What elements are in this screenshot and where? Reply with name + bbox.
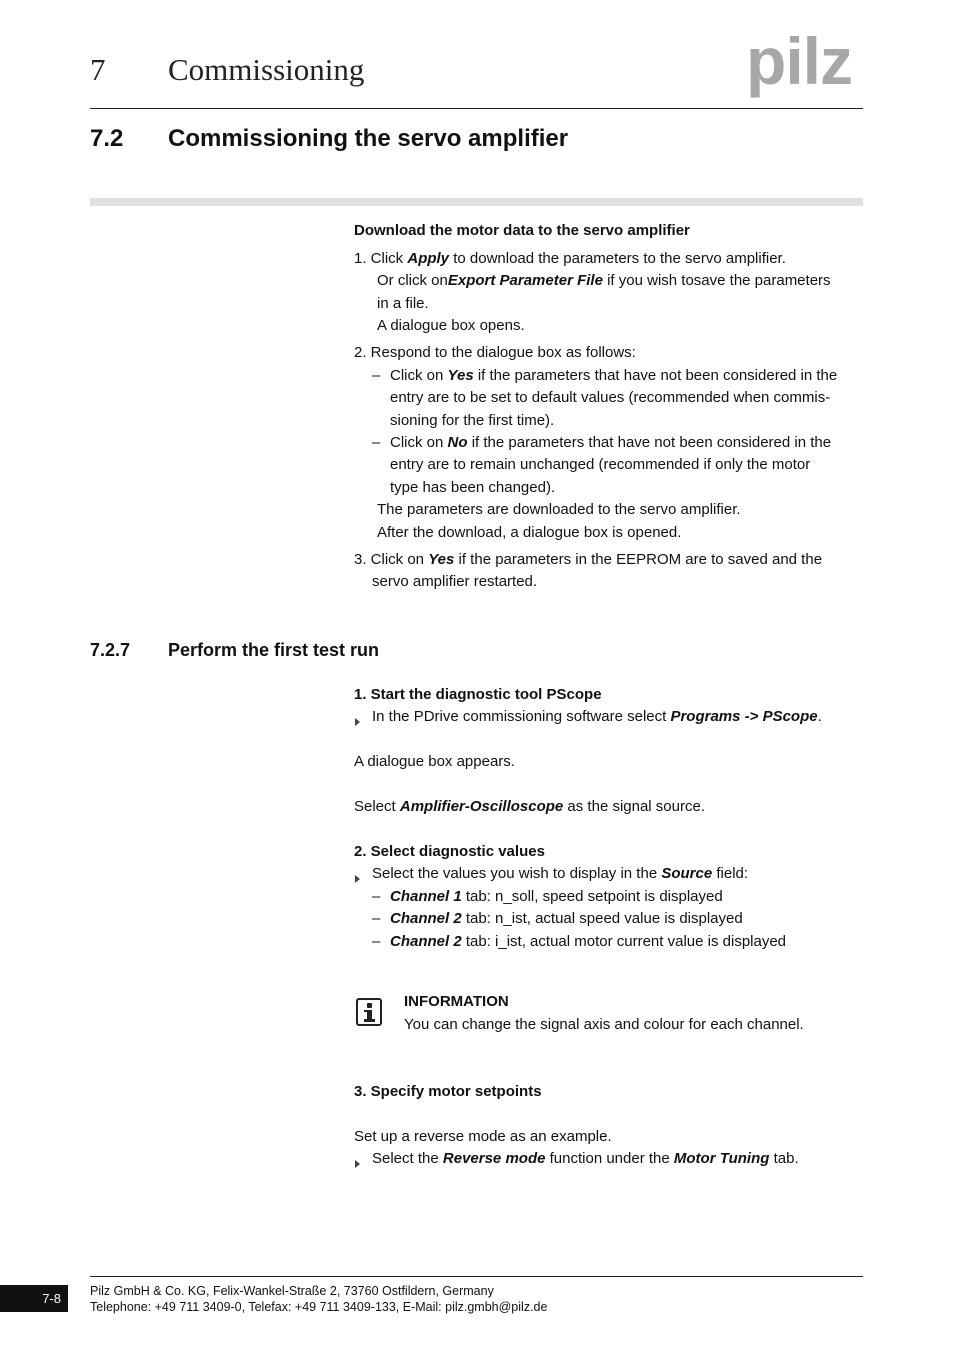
bullet-arrow-icon bbox=[355, 1155, 360, 1173]
oscilloscope-label: Amplifier-Oscilloscope bbox=[399, 798, 564, 815]
after-line2: After the download, a dialogue box is opened. bbox=[377, 524, 682, 541]
channel-text: tab: n_soll, speed setpoint is displayed bbox=[465, 888, 723, 905]
after-line1: The parameters are downloaded to the servo amplifier. bbox=[377, 501, 741, 518]
footer-contact: Telephone: +49 711 3409-0, Telefax: +49 711 3409-133, E-Mail: pilz.gmbh@pilz.de bbox=[90, 1300, 548, 1314]
information-icon bbox=[356, 998, 382, 1026]
footer-address: Pilz GmbH & Co. KG, Felix-Wankel-Straße 2, 73760 Ostfildern, Germany bbox=[90, 1284, 494, 1298]
download-heading: Download the motor data to the servo amplifier bbox=[354, 222, 690, 239]
step3-line1 bbox=[354, 549, 822, 571]
reverse-mode-intro: Set up a reverse mode as an example. bbox=[354, 1128, 612, 1145]
motor-tuning-label: Motor Tuning bbox=[673, 1150, 770, 1167]
yes-line3: sioning for the first time). bbox=[390, 412, 555, 429]
page-number: 7-8 bbox=[0, 1285, 68, 1312]
yes-label: Yes bbox=[447, 367, 474, 384]
no-prefix: Click on bbox=[390, 434, 444, 451]
channel-name: Channel 1 bbox=[390, 888, 462, 905]
chapter-title: Commissioning bbox=[168, 52, 365, 87]
info-title: INFORMATION bbox=[404, 993, 509, 1010]
step3-line2: servo amplifier restarted. bbox=[372, 573, 538, 590]
channel-item bbox=[390, 931, 786, 953]
reverse-suffix: tab. bbox=[773, 1150, 799, 1167]
yes-prefix: Click on bbox=[390, 367, 444, 384]
channel-name: Channel 2 bbox=[390, 933, 462, 950]
channel-dash: – bbox=[372, 933, 381, 950]
step1-line3: in a file. bbox=[377, 295, 429, 312]
testrun-heading-1: 1. Start the diagnostic tool PScope bbox=[354, 686, 602, 703]
step3-rest: if the parameters in the EEPROM are to saved and the bbox=[458, 551, 823, 568]
section-number: 7.2 bbox=[90, 125, 124, 152]
chapter-number: 7 bbox=[90, 52, 106, 87]
step1-line4: A dialogue box opens. bbox=[377, 317, 525, 334]
select-prefix: Select bbox=[354, 798, 396, 815]
pilz-logo: pilz bbox=[746, 24, 852, 98]
channel-dash: – bbox=[372, 910, 381, 927]
channel-text: tab: n_ist, actual speed value is displayed bbox=[465, 910, 743, 927]
yes-line2: entry are to be set to default values (recommended when commis- bbox=[390, 389, 831, 406]
source-prefix: Select the values you wish to display in the bbox=[372, 865, 658, 882]
pscope-menu-path: Programs -> PScope bbox=[670, 708, 818, 725]
select-suffix: as the signal source. bbox=[567, 798, 705, 815]
channel-text: tab: i_ist, actual motor current value is displayed bbox=[465, 933, 787, 950]
step3-yes: Yes bbox=[428, 551, 455, 568]
step3-prefix: 3. Click on bbox=[354, 551, 425, 568]
step1-prefix: 1. Click bbox=[354, 250, 404, 267]
no-line2: entry are to remain unchanged (recommended if only the motor bbox=[390, 456, 811, 473]
apply-label: Apply bbox=[407, 250, 450, 267]
section-title: Commissioning the servo amplifier bbox=[168, 125, 569, 152]
no-label: No bbox=[447, 434, 468, 451]
pscope-suffix: . bbox=[817, 708, 822, 725]
footer-rule bbox=[90, 1276, 863, 1277]
pscope-prefix: In the PDrive commissioning software select bbox=[372, 708, 667, 725]
step1-or: Or click on bbox=[377, 272, 448, 289]
info-text: You can change the signal axis and colour for each channel. bbox=[404, 1016, 804, 1033]
testrun-heading-3: 3. Specify motor setpoints bbox=[354, 1083, 542, 1100]
no-line3: type has been changed). bbox=[390, 479, 556, 496]
yes-rest: if the parameters that have not been considered in the bbox=[477, 367, 838, 384]
no-rest: if the parameters that have not been considered in the bbox=[471, 434, 832, 451]
bullet-arrow-icon bbox=[355, 870, 360, 888]
channel-dash: – bbox=[372, 888, 381, 905]
subsection-title: Perform the first test run bbox=[168, 640, 380, 660]
no-dash: – bbox=[372, 434, 381, 451]
subsection-number: 7.2.7 bbox=[90, 640, 131, 660]
source-instruction bbox=[372, 863, 748, 885]
export-label: Export Parameter File bbox=[447, 272, 603, 289]
channel-item bbox=[390, 886, 723, 908]
testrun-heading-2: 2. Select diagnostic values bbox=[354, 843, 545, 860]
step2: 2. Respond to the dialogue box as follows: bbox=[354, 344, 636, 361]
dialogue-appears: A dialogue box appears. bbox=[354, 753, 515, 770]
bullet-arrow-icon bbox=[355, 713, 360, 731]
pscope-instruction bbox=[372, 706, 822, 728]
reverse-instruction bbox=[372, 1148, 799, 1170]
step1-line1 bbox=[354, 248, 786, 270]
step1-or-rest: if you wish tosave the parameters bbox=[607, 272, 831, 289]
channel-name: Channel 2 bbox=[390, 910, 462, 927]
channel-item bbox=[390, 908, 743, 930]
source-suffix: field: bbox=[716, 865, 749, 882]
yes-dash: – bbox=[372, 367, 381, 384]
select-source-line bbox=[354, 796, 705, 818]
step1-line2 bbox=[377, 270, 831, 292]
reverse-mid: function under the bbox=[549, 1150, 670, 1167]
no-line1 bbox=[390, 432, 831, 454]
reverse-mode-label: Reverse mode bbox=[442, 1150, 546, 1167]
section-divider bbox=[90, 198, 863, 206]
source-label: Source bbox=[661, 865, 713, 882]
yes-line1 bbox=[390, 365, 837, 387]
reverse-prefix: Select the bbox=[372, 1150, 439, 1167]
step1-rest: to download the parameters to the servo amplifier. bbox=[453, 250, 786, 267]
header-rule bbox=[90, 108, 863, 109]
